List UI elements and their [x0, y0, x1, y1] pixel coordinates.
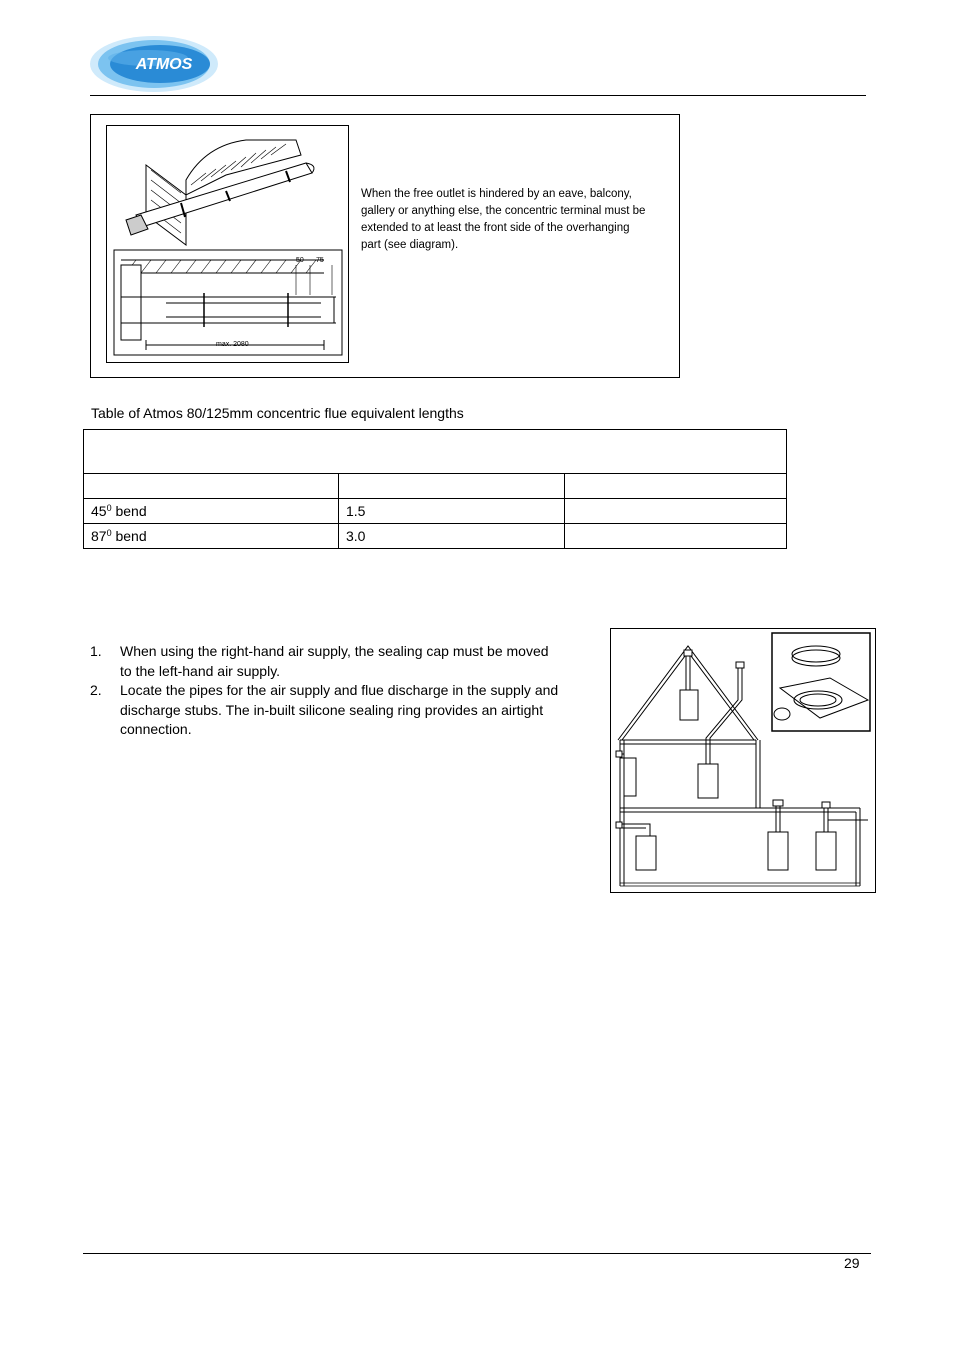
- step-number: 2.: [90, 682, 102, 698]
- table-cell: [565, 474, 787, 499]
- flue-equivalent-table: [83, 429, 787, 549]
- degree-superscript: 0: [106, 503, 112, 513]
- bend-degrees: 87: [91, 528, 107, 544]
- dim-50-label: 50: [296, 257, 304, 264]
- installation-steps: [90, 642, 560, 740]
- table-cell: [565, 499, 787, 524]
- logo-text: ATMOS: [135, 56, 193, 73]
- bend-label: bend: [111, 528, 147, 544]
- table-row: [84, 524, 787, 549]
- atmos-logo: [88, 34, 220, 94]
- bend-label-cell: [84, 524, 339, 549]
- table-header-row: [84, 430, 787, 474]
- list-item: [90, 681, 560, 740]
- footer-rule: [83, 1253, 871, 1254]
- extended-terminal-diagram: [106, 125, 349, 363]
- equivalent-length-cell: 1.5: [339, 499, 565, 524]
- table-cell: [339, 474, 565, 499]
- bend-degrees: 45: [91, 503, 107, 519]
- bend-label-cell: [84, 499, 339, 524]
- dim-max-label: max. 2080: [216, 341, 249, 348]
- page-number: 29: [844, 1255, 860, 1271]
- dim-75-label: 75: [316, 257, 324, 264]
- degree-superscript: 0: [106, 528, 112, 538]
- table-subheader-row: [84, 474, 787, 499]
- figure-note: When the free outlet is hindered by an eave, balcony, gallery or anything else, the concentric terminal must be extended to at least the front side of the overhanging part (see diagram).: [361, 188, 646, 251]
- table-cell: [565, 524, 787, 549]
- table-row: [84, 499, 787, 524]
- table-caption: Table of Atmos 80/125mm concentric flue equivalent lengths: [91, 405, 464, 421]
- list-item: [90, 642, 560, 681]
- step-text: Locate the pipes for the air supply and flue discharge in the supply and discharge stubs. The in-built silicone sealing ring provides an airtight connection.: [120, 682, 559, 737]
- header-rule: [90, 95, 866, 96]
- equivalent-length-cell: 3.0: [339, 524, 565, 549]
- house-flue-diagram: [610, 628, 876, 893]
- table-cell: [84, 474, 339, 499]
- step-number: 1.: [90, 643, 102, 659]
- table-header-cell: [84, 430, 787, 474]
- step-text: When using the right-hand air supply, the sealing cap must be moved to the left-hand air supply.: [120, 643, 549, 679]
- bend-label: bend: [111, 503, 147, 519]
